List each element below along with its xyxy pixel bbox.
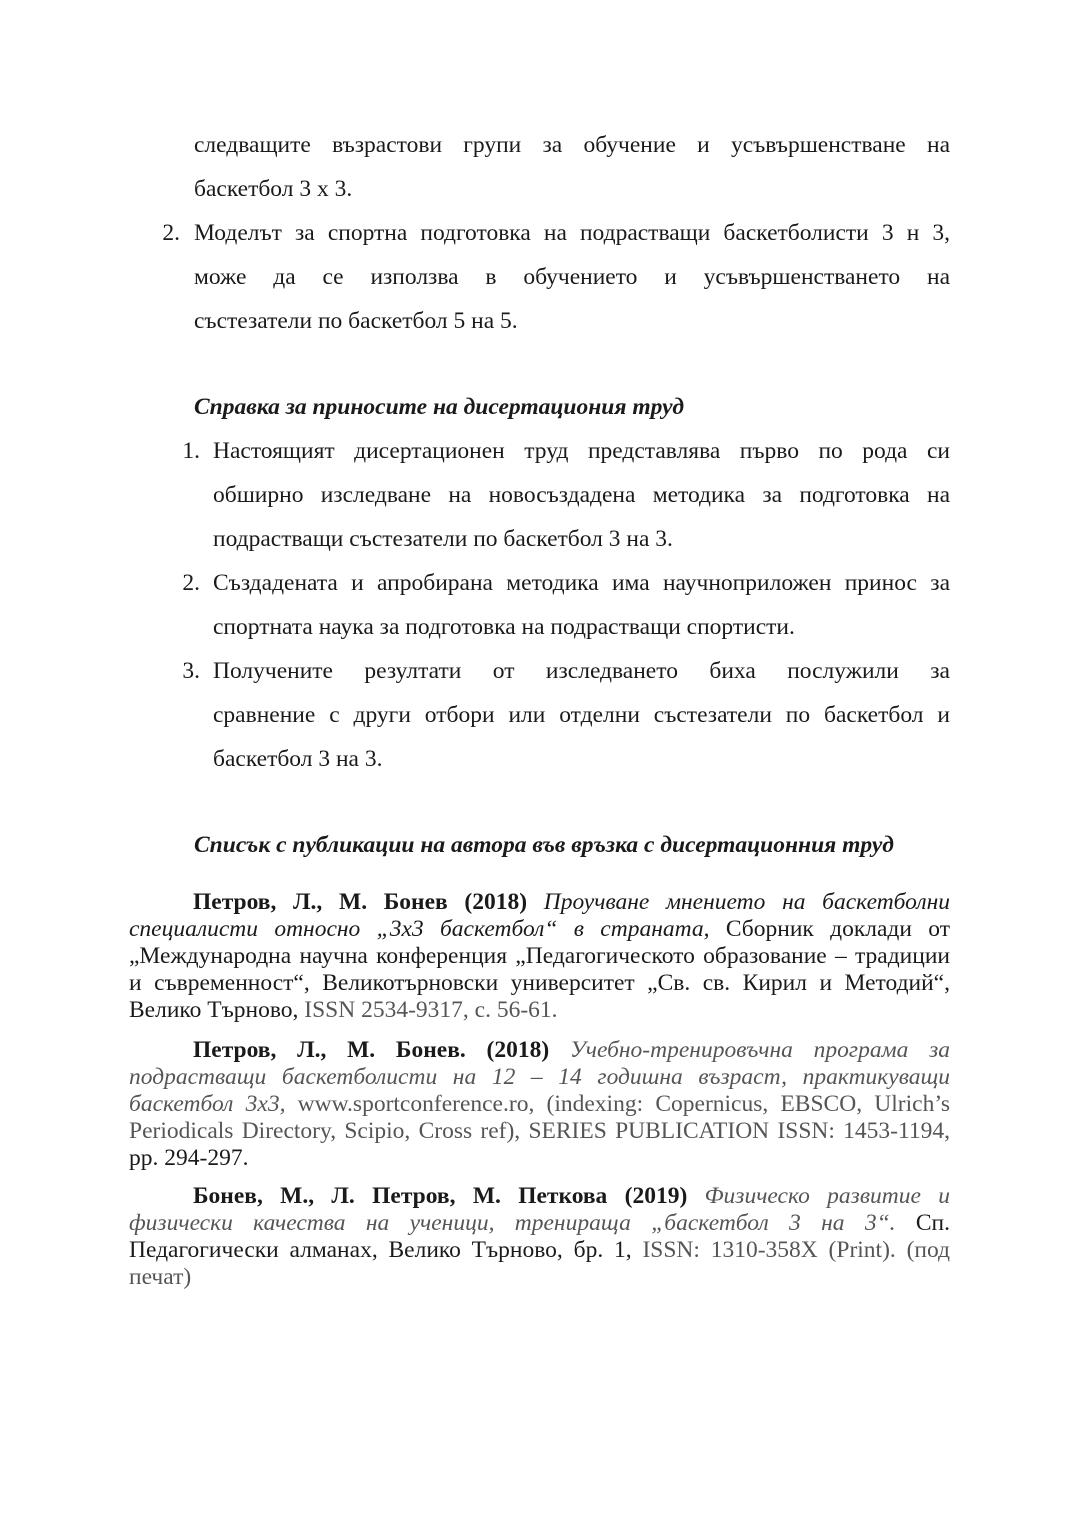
publication-ref-1 (129, 889, 950, 1024)
ref-1-authors: Петров, Л., М. Бонев (2018) (193, 889, 528, 915)
publications-heading: Списък с публикации на автора във връзка с дисертационния труд (194, 832, 894, 858)
ref-3-authors: Бонев, М., Л. Петров, М. Петкова (2019) (193, 1183, 688, 1209)
ref-2-pages: pp. 294-297. (129, 1145, 249, 1171)
list-item-number: 2. (162, 220, 180, 246)
contribution-number-1: 1. (182, 438, 200, 464)
contribution-number-3: 3. (182, 658, 200, 684)
contribution-3-line-1: Получените резултати от изследването биха послужили за (213, 658, 950, 684)
ref-3-details: Сп. Педагогически алманах, Велико Търново, бр. 1, (129, 1210, 951, 1263)
list-item-1-continued-line-2: баскетбол 3 х 3. (194, 176, 353, 202)
ref-2-details: www.sportconference.ro, (indexing: Copernicus, EBSCO, Ulrich’s Periodicals Directory, Scipio, Cross ref), SERIES PUBLICATION ISSN: 1453-1194, (129, 1091, 950, 1144)
publication-ref-3 (129, 1183, 950, 1291)
ref-2-authors: Петров, Л., М. Бонев. (2018) (193, 1037, 550, 1063)
ref-1-issn: ISSN 2534-9317, с. 56-61. (304, 997, 558, 1023)
list-item-1-continued-line: следващите възрастови групи за обучение и усъвършенстване на (194, 132, 950, 158)
contribution-number-2: 2. (182, 570, 200, 596)
contribution-1-line-1: Настоящият дисертационен труд представлява първо по рода си (213, 438, 950, 464)
ref-2-title: Учебно-тренировъчна програма за подрастващи баскетболисти на 12 – 14 годишна възраст, практикуващи баскетбол 3х3, (129, 1037, 951, 1117)
ref-3-title: Физическо развитие и физически качества на ученици, тренираща „баскетбол 3 на 3“. (129, 1183, 951, 1236)
contributions-heading: Справка за приносите на дисертациония труд (194, 394, 685, 420)
contribution-1-line-3: подрастващи състезатели по баскетбол 3 на 3. (213, 526, 673, 552)
list-item-2-line-3: състезатели по баскетбол 5 на 5. (194, 308, 518, 334)
contribution-3-line-3: баскетбол 3 на 3. (213, 746, 383, 772)
list-item-2-line-1: Моделът за спортна подготовка на подрастващи баскетболисти 3 н 3, (194, 220, 950, 246)
contribution-1-line-2: обширно изследване на новосъздадена методика за подготовка на (213, 482, 950, 508)
ref-1-title: Проучване мнението на баскетболни специалисти относно „3х3 баскетбол“ в страната (129, 889, 951, 942)
publication-ref-2 (129, 1037, 950, 1172)
ref-3-issn: ISSN: 1310-358X (Print). (под печат) (129, 1237, 951, 1290)
ref-1-details: , Сборник доклади от „Международна научна конференция „Педагогическото образование – традиции и съвременност“, Великотърновски университет „Св. св. Кирил и Методий“, Велико Търново, (129, 916, 950, 1023)
contribution-2-line-1: Създадената и апробирана методика има научноприложен принос за (213, 570, 950, 596)
contribution-2-line-2: спортната наука за подготовка на подрастващи спортисти. (213, 614, 795, 640)
contribution-3-line-2: сравнение с други отбори или отделни състезатели по баскетбол и (213, 702, 950, 728)
list-item-2-line-2: може да се използва в обучението и усъвършенстването на (194, 264, 950, 290)
